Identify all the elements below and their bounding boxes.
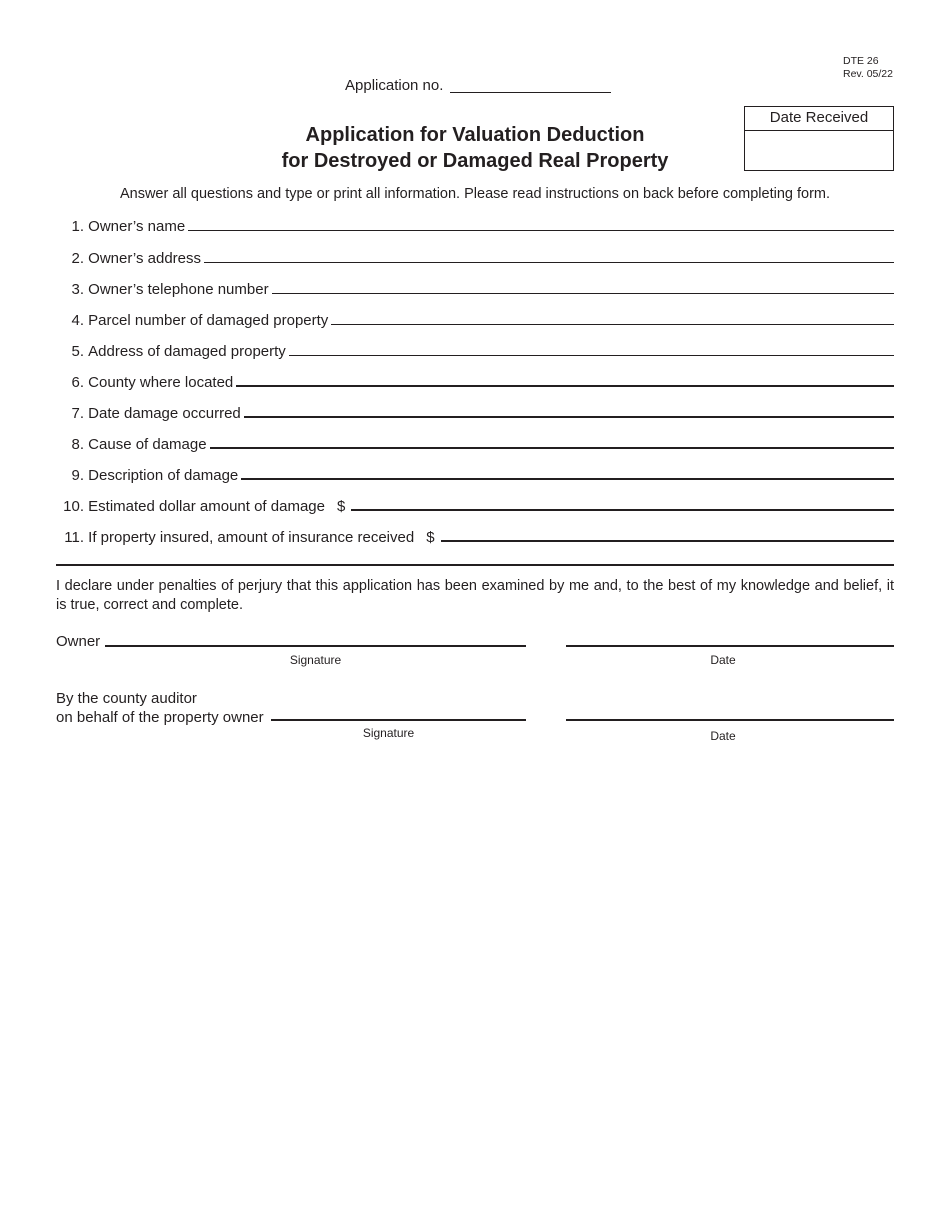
date-received-box <box>744 106 894 171</box>
owner-date-field[interactable] <box>566 645 894 647</box>
question-row-4 <box>56 309 894 329</box>
date-received-label: Date Received <box>745 107 893 131</box>
question-label: Description of damage <box>88 467 239 484</box>
question-label: Cause of damage <box>88 436 207 453</box>
question-number: 8. <box>71 436 84 453</box>
form-code: DTE 26 <box>842 55 879 67</box>
question-row-2 <box>56 247 894 267</box>
dollar-sign: $ <box>336 498 346 515</box>
parcel-number-field[interactable] <box>331 324 894 325</box>
owner-signature-caption: Signature <box>289 653 342 667</box>
question-label: Owner’s address <box>88 250 202 267</box>
question-label: Address of damaged property <box>88 343 286 360</box>
owner-label: Owner <box>56 633 101 650</box>
auditor-label-line-1: By the county auditor <box>56 690 197 707</box>
auditor-label <box>56 689 264 727</box>
section-divider <box>56 564 894 566</box>
declaration-text: I declare under penalties of perjury that this application has been examined by me and, to the best of my knowledge and belief, it is true, correct and complete. <box>56 578 894 613</box>
question-number: 7. <box>71 405 84 422</box>
question-row-6 <box>56 371 894 391</box>
dollar-sign: $ <box>426 529 435 546</box>
form-revision: Rev. 05/22 <box>842 68 893 80</box>
owner-telephone-field[interactable] <box>272 293 894 294</box>
question-number: 11. <box>64 529 84 546</box>
title-line-2: for Destroyed or Damaged Real Property <box>281 150 669 172</box>
question-label: Date damage occurred <box>88 405 241 422</box>
question-row-9 <box>56 464 894 484</box>
question-label: Estimated dollar amount of damage <box>88 498 325 515</box>
question-label: Owner’s name <box>88 218 186 235</box>
question-label: If property insured, amount of insurance received <box>88 529 415 546</box>
question-row-1 <box>56 215 894 235</box>
form-code-block <box>843 55 893 81</box>
question-label: Parcel number of damaged property <box>88 312 329 329</box>
question-label: Owner’s telephone number <box>88 281 269 298</box>
instructions: Answer all questions and type or print all information. Please read instructions on back before completing form. <box>119 186 831 202</box>
question-row-11 <box>56 526 894 546</box>
damage-date-field[interactable] <box>244 416 894 418</box>
question-row-8 <box>56 433 894 453</box>
owner-name-field[interactable] <box>188 230 894 231</box>
auditor-date-field[interactable] <box>566 719 894 721</box>
application-no-field[interactable] <box>450 92 611 93</box>
question-label: County where located <box>88 374 234 391</box>
question-number: 10. <box>63 498 84 515</box>
question-row-3 <box>56 278 894 298</box>
question-number: 5. <box>71 343 84 360</box>
owner-date-caption: Date <box>710 653 736 667</box>
question-number: 4. <box>71 312 84 329</box>
county-field[interactable] <box>236 385 894 387</box>
damaged-property-address-field[interactable] <box>289 355 894 356</box>
auditor-label-line-2: on behalf of the property owner <box>56 709 264 726</box>
page-title <box>240 122 710 174</box>
damage-amount-field[interactable] <box>351 509 894 511</box>
application-no-label: Application no. <box>345 77 444 94</box>
auditor-signature-caption: Signature <box>362 726 415 740</box>
question-number: 3. <box>71 281 84 298</box>
question-number: 9. <box>71 467 84 484</box>
owner-address-field[interactable] <box>204 262 894 263</box>
insurance-amount-field[interactable] <box>441 540 894 542</box>
damage-description-field[interactable] <box>241 478 894 480</box>
question-row-10 <box>56 495 894 515</box>
question-row-7 <box>56 402 894 422</box>
owner-signature-field[interactable] <box>105 645 526 647</box>
damage-cause-field[interactable] <box>210 447 894 449</box>
auditor-signature-field[interactable] <box>271 719 526 721</box>
question-number: 2. <box>71 250 84 267</box>
question-number: 1. <box>71 218 84 235</box>
date-received-field[interactable] <box>745 131 893 169</box>
title-line-1: Application for Valuation Deduction <box>305 124 645 146</box>
auditor-date-caption: Date <box>710 729 736 743</box>
question-number: 6. <box>71 374 84 391</box>
question-row-5 <box>56 340 894 360</box>
